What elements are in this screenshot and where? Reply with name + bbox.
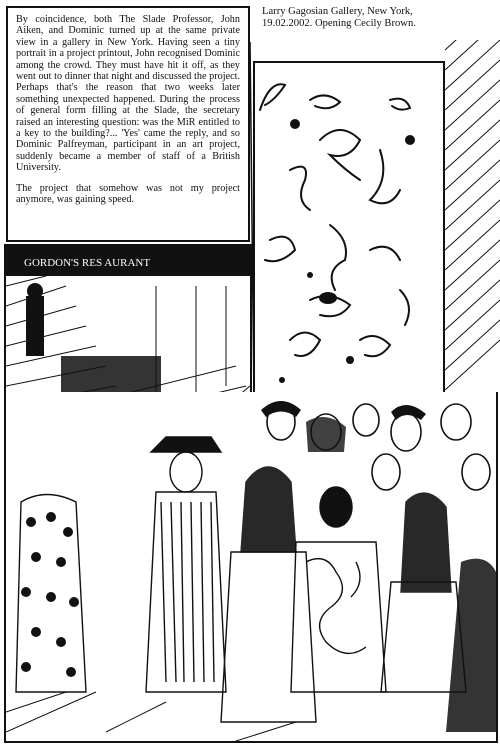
- caption-line-1: Larry Gagosian Gallery, New York,: [262, 6, 413, 17]
- gallery-caption: [262, 6, 494, 30]
- caption-line-2: 19.02.2002. Opening Cecily Brown.: [262, 18, 416, 29]
- narration-paragraph-1: By coincidence, both The Slade Professor, John Aiken, and Dominic turned up at the same private view in a gallery in New York. Having seen a tiny portrait in a project printout, John recognised Dominic among the crowd. They must have hit it off, as they went out to dinner that night and discussed the project. Perhaps that's the reason that two weeks later something unexpected happened. During the process of general form filling at the Slade, the secretary raised an interesting question: was the MiR entitled to a key to the building?... 'Yes' came the reply, and so Dominic Palfreyman, participant in an art project, suddenly became a member of staff of a British University.: [16, 14, 240, 174]
- restaurant-sign: GORDON'S RES AURANT: [24, 257, 151, 269]
- crowd-panel: [4, 392, 498, 743]
- narration-paragraph-2: The project that somehow was not my project anymore, was gaining speed.: [16, 182, 240, 206]
- narration-box: [6, 6, 250, 242]
- painting-illustration: [250, 40, 500, 410]
- crowd-drawing: [6, 392, 496, 741]
